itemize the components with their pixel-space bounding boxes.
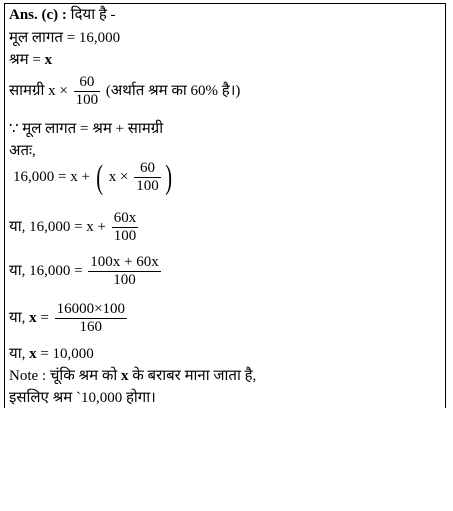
eq4-lead: या, (9, 309, 30, 326)
material-lead: सामग्री x × (9, 82, 68, 99)
eq2-lead: या, 16,000 = x + (9, 218, 107, 235)
result-var: x (29, 346, 37, 362)
result-lead: या, (9, 346, 30, 362)
eq1-lead: 16,000 = x + (13, 168, 90, 185)
numerator: 60 (74, 74, 101, 92)
equation-4 (9, 301, 129, 336)
result-line (9, 345, 94, 363)
eq4-var: x (29, 309, 37, 326)
line-total-cost: मूल लागत = 16,000 (9, 30, 121, 46)
note-rest: के बराबर माना जाता है, (128, 368, 257, 384)
equation-1 (13, 160, 174, 195)
numerator: 60 (134, 160, 161, 178)
note-lead: Note : चूंकि श्रम को (9, 368, 122, 384)
note-var: x (121, 368, 129, 384)
numerator: 60x (113, 210, 137, 226)
answer-header (9, 6, 116, 24)
numerator: 100x + 60x (90, 254, 159, 270)
denominator: 100 (113, 228, 137, 244)
denominator: 100 (136, 178, 159, 194)
eq4-fraction (55, 301, 127, 336)
denominator: 100 (75, 92, 99, 108)
denominator: 160 (79, 319, 103, 335)
note-line-2: इसलिए श्रम `10,000 होगा। (9, 390, 156, 406)
given-label: दिया है - (66, 7, 116, 23)
eq3-fraction (88, 254, 160, 289)
eq3-lead: या, 16,000 = (9, 262, 83, 279)
result-value: = 10,000 (36, 346, 94, 362)
eq4-eq: = (36, 309, 49, 326)
right-paren: ) (164, 158, 172, 196)
equation-2 (9, 210, 140, 245)
line-material (9, 74, 240, 109)
eq2-fraction (112, 210, 139, 245)
line-since: ∵ मूल लागत = श्रम + सामग्री (9, 121, 164, 137)
labour-var: x (44, 52, 53, 68)
fraction-60-100 (74, 74, 101, 109)
labour-label: श्रम = (9, 52, 45, 68)
denominator: 100 (113, 272, 136, 288)
line-labour (9, 51, 52, 69)
material-note: (अर्थात श्रम का 60% है।) (102, 82, 241, 99)
answer-label: Ans. (c) : (9, 7, 67, 23)
equation-3 (9, 254, 163, 289)
eq1-inner: x × (108, 168, 129, 185)
answer-box (4, 3, 446, 408)
note-line-1 (9, 367, 256, 385)
numerator: 16000×100 (56, 301, 126, 317)
line-therefore: अतः, (9, 143, 36, 159)
left-paren: ( (95, 158, 103, 196)
eq1-fraction (134, 160, 161, 195)
